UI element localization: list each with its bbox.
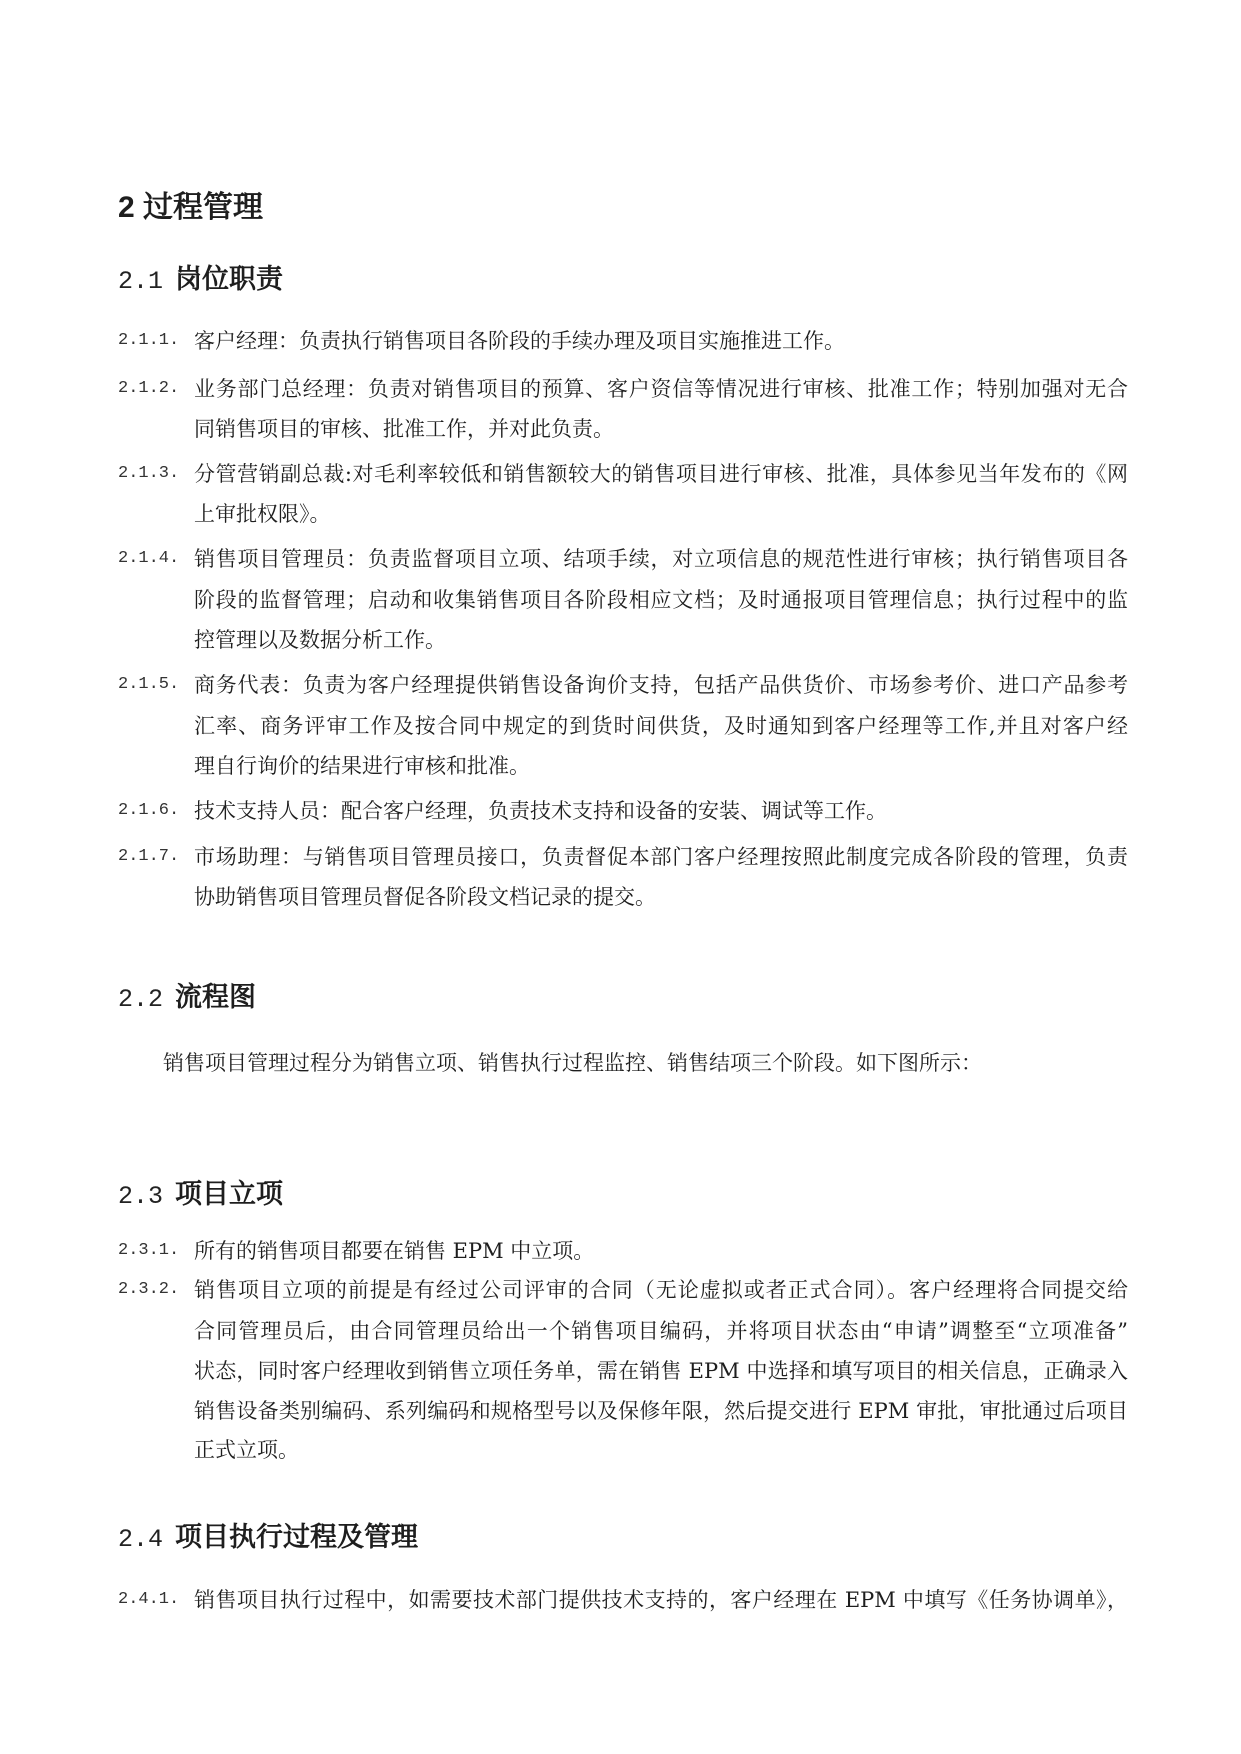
section-heading-2-3 [118, 1174, 283, 1214]
section-title: 岗位职责 [175, 264, 284, 294]
item-text-line: 销售项目管理员：负责监督项目立项、结项手续，对立项信息的规范性进行审核；执行销售项目各 [194, 547, 1128, 571]
item-text-line: 控管理以及数据分析工作。 [194, 628, 446, 652]
item-text-line: 分管营销副总裁:对毛利率较低和销售额较大的销售项目进行审核、批准，具体参见当年发布的《网 [194, 462, 1128, 486]
item-text-line: 销售设备类别编码、系列编码和规格型号以及保修年限，然后提交进行 EPM 审批，审批通过后项目 [194, 1399, 1128, 1423]
item-text-line: 技术支持人员：配合客户经理，负责技术支持和设备的安装、调试等工作。 [194, 799, 887, 823]
item-number: 2.1.7. [118, 847, 180, 866]
chapter-title: 2 过程管理 [118, 191, 264, 224]
item-number: 2.4.1. [118, 1590, 180, 1609]
item-number: 2.1.3. [118, 464, 180, 483]
section-heading-2-4 [118, 1517, 418, 1557]
item-number: 2.1.5. [118, 675, 180, 694]
section-title: 项目立项 [175, 1179, 284, 1209]
section-number: 2.2 [118, 985, 164, 1014]
item-number: 2.1.1. [118, 331, 180, 350]
item-text-line: 销售项目执行过程中，如需要技术部门提供技术支持的，客户经理在 EPM 中填写《任务协调单》， [194, 1588, 1128, 1612]
item-text-line: 状态，同时客户经理收到销售立项任务单，需在销售 EPM 中选择和填写项目的相关信息，正确录入 [194, 1359, 1128, 1383]
section-heading-2-1 [118, 259, 283, 299]
item-number: 2.1.4. [118, 549, 180, 568]
item-text-line: 合同管理员后，由合同管理员给出一个销售项目编码，并将项目状态由“申请”调整至“立项准备” [194, 1319, 1128, 1343]
item-text-line: 业务部门总经理：负责对销售项目的预算、客户资信等情况进行审核、批准工作；特别加强对无合 [194, 377, 1128, 401]
item-number: 2.1.2. [118, 379, 180, 398]
section-number: 2.3 [118, 1182, 164, 1211]
item-text-line: 阶段的监督管理；启动和收集销售项目各阶段相应文档；及时通报项目管理信息；执行过程中的监 [194, 588, 1128, 612]
section-title: 流程图 [175, 982, 257, 1012]
section-number: 2.1 [118, 267, 164, 296]
section-number: 2.4 [118, 1525, 164, 1554]
section-heading-2-2 [118, 977, 256, 1017]
item-text-line: 汇率、商务评审工作及按合同中规定的到货时间供货，及时通知到客户经理等工作,并且对客户经 [194, 714, 1128, 738]
item-text-line: 所有的销售项目都要在销售 EPM 中立项。 [194, 1239, 595, 1263]
item-text-line: 正式立项。 [194, 1438, 299, 1462]
item-number: 2.3.1. [118, 1241, 180, 1260]
item-number: 2.1.6. [118, 801, 180, 820]
item-text-line: 同销售项目的审核、批准工作，并对此负责。 [194, 417, 614, 441]
section-paragraph: 销售项目管理过程分为销售立项、销售执行过程监控、销售结项三个阶段。如下图所示： [163, 1051, 982, 1075]
item-text-line: 市场助理：与销售项目管理员接口，负责督促本部门客户经理按照此制度完成各阶段的管理，负责 [194, 845, 1128, 869]
item-text-line: 协助销售项目管理员督促各阶段文档记录的提交。 [194, 885, 656, 909]
item-number: 2.3.2. [118, 1280, 180, 1299]
section-title: 项目执行过程及管理 [175, 1522, 419, 1552]
item-text-line: 理自行询价的结果进行审核和批准。 [194, 754, 530, 778]
item-text-line: 客户经理：负责执行销售项目各阶段的手续办理及项目实施推进工作。 [194, 329, 845, 353]
item-text-line: 上审批权限》。 [194, 502, 331, 526]
item-text-line: 销售项目立项的前提是有经过公司评审的合同（无论虚拟或者正式合同）。客户经理将合同提交给 [194, 1278, 1128, 1302]
item-text-line: 商务代表：负责为客户经理提供销售设备询价支持，包括产品供货价、市场参考价、进口产品参考 [194, 673, 1128, 697]
